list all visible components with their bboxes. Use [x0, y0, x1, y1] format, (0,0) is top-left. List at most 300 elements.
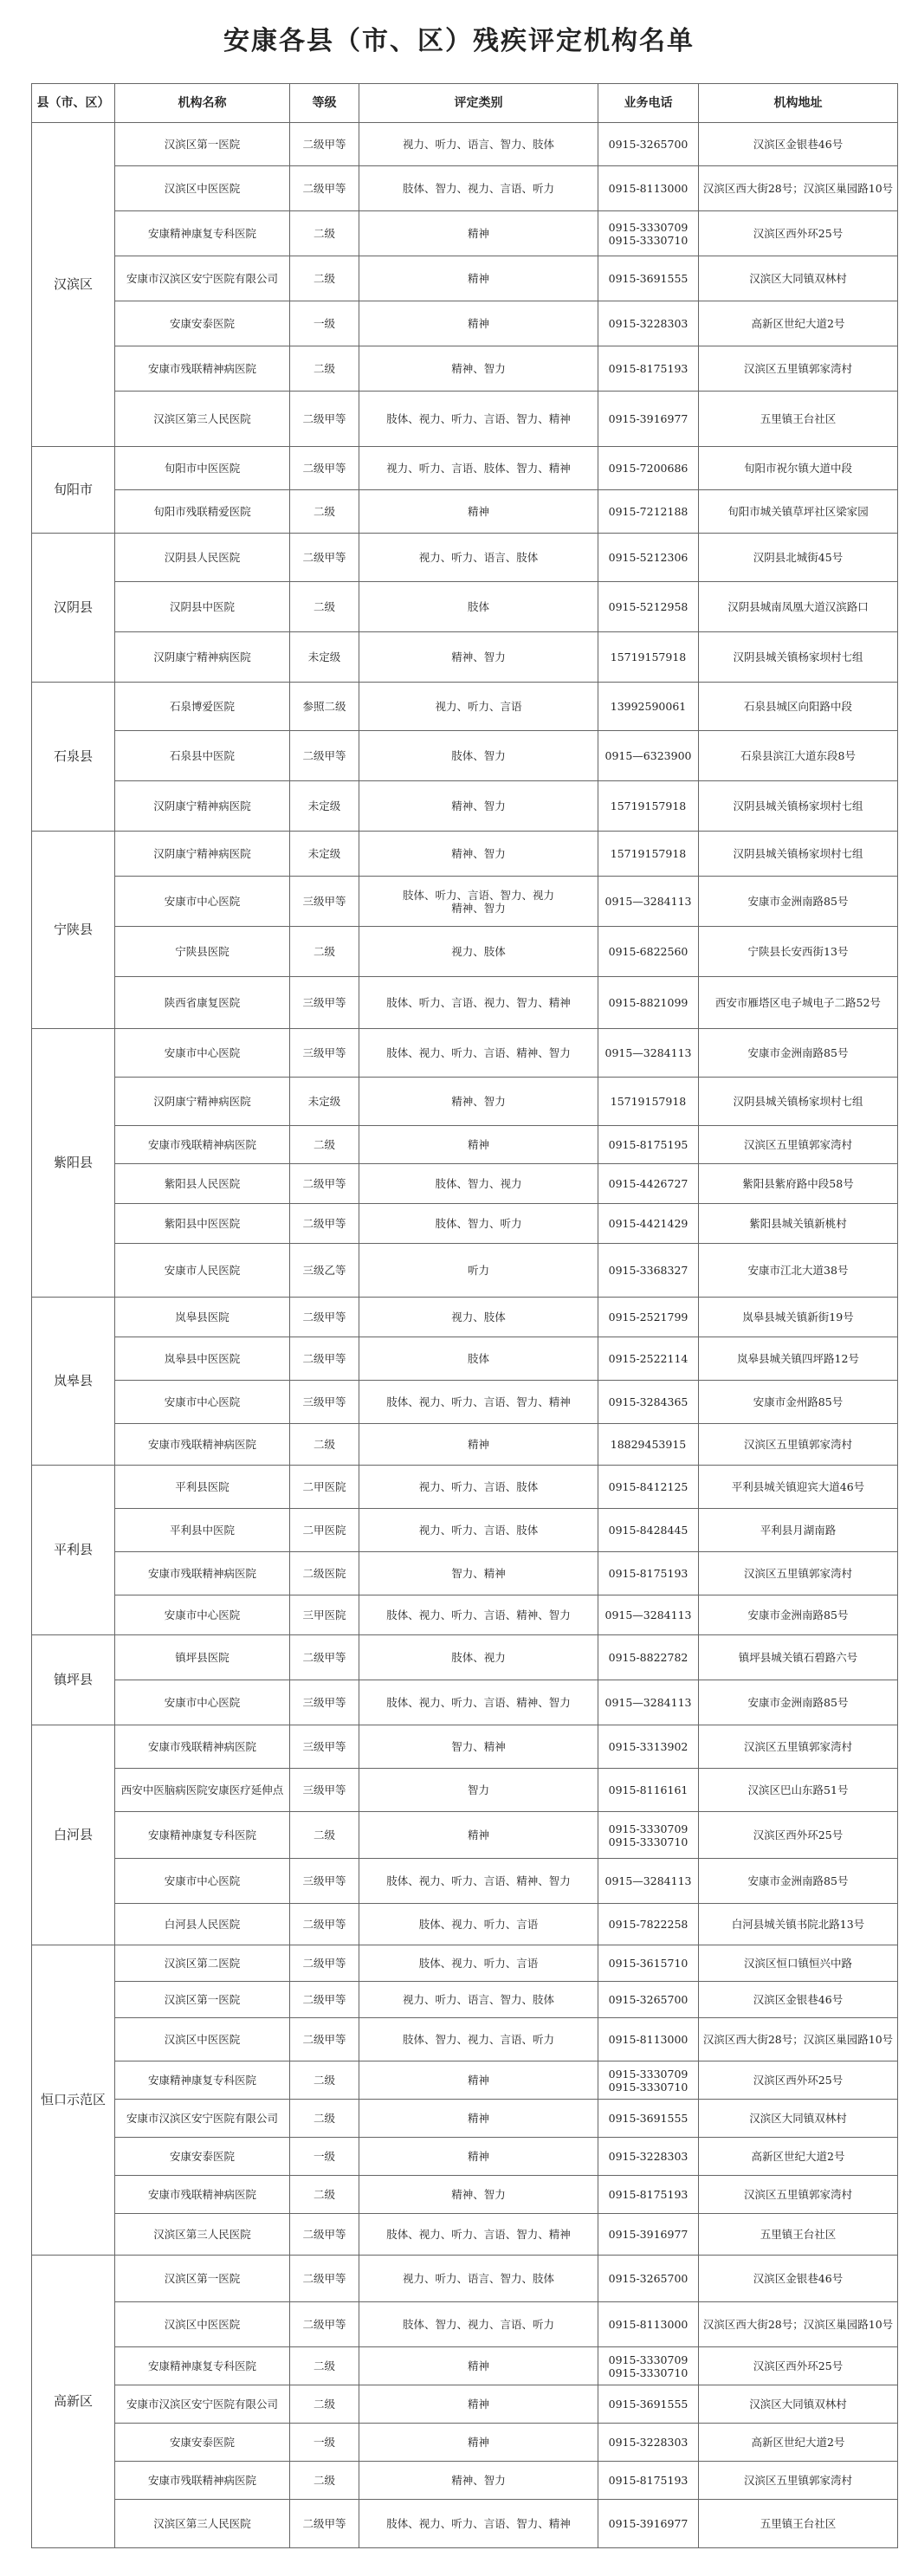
phone-cell: 0915-3228303 — [598, 2424, 699, 2462]
address-cell: 汉滨区西外环25号 — [699, 211, 898, 256]
level-cell: 未定级 — [290, 781, 359, 832]
level-cell: 二级甲等 — [290, 1164, 359, 1204]
level-cell: 二级 — [290, 490, 359, 534]
level-cell: 三级甲等 — [290, 1680, 359, 1725]
assessment-types-cell: 肢体、听力、言语、视力、智力、精神 — [359, 977, 598, 1029]
table-body — [32, 123, 898, 2548]
table-row — [32, 1466, 898, 1509]
address-cell: 汉滨区五里镇郭家湾村 — [699, 2176, 898, 2214]
table-row — [32, 1029, 898, 1078]
level-cell: 二级甲等 — [290, 2500, 359, 2548]
county-cell: 汉阴县 — [32, 534, 115, 683]
assessment-types-cell: 精神 — [359, 1126, 598, 1164]
level-cell: 二级甲等 — [290, 1298, 359, 1337]
level-cell: 二级 — [290, 1424, 359, 1466]
table-row — [32, 2214, 898, 2256]
phone-cell: 0915-3265700 — [598, 123, 699, 166]
address-cell: 汉阴县城关镇杨家坝村七组 — [699, 832, 898, 877]
table-row — [32, 1595, 898, 1635]
assessment-types-cell: 视力、听力、语言、智力、肢体 — [359, 2256, 598, 2302]
address-cell: 汉滨区巴山东路51号 — [699, 1769, 898, 1812]
institution-name-cell: 安康精神康复专科医院 — [115, 1812, 290, 1859]
phone-cell: 18829453915 — [598, 1424, 699, 1466]
table-row — [32, 2138, 898, 2176]
phone-cell: 0915-4426727 — [598, 1164, 699, 1204]
phone-cell: 0915—3284113 — [598, 1029, 699, 1078]
page-title: 安康各县（市、区）残疾评定机构名单 — [223, 26, 695, 56]
institution-name-cell: 汉滨区第三人民医院 — [115, 2214, 290, 2256]
table-row — [32, 977, 898, 1029]
table-row — [32, 582, 898, 632]
address-cell: 石泉县城区向阳路中段 — [699, 683, 898, 731]
institution-name-cell: 安康市中心医院 — [115, 1859, 290, 1904]
institution-name-cell: 安康精神康复专科医院 — [115, 2347, 290, 2385]
level-cell: 三甲医院 — [290, 1595, 359, 1635]
phone-cell: 0915-8822782 — [598, 1635, 699, 1680]
table-row — [32, 256, 898, 301]
phone-cell: 0915-3691555 — [598, 2100, 699, 2138]
assessment-types-cell: 视力、听力、言语、肢体 — [359, 1509, 598, 1552]
table-row — [32, 1904, 898, 1945]
level-cell: 二级甲等 — [290, 1982, 359, 2018]
level-cell: 二级甲等 — [290, 447, 359, 490]
table-row — [32, 2100, 898, 2138]
phone-cell: 0915-3615710 — [598, 1945, 699, 1982]
institution-name-cell: 旬阳市中医医院 — [115, 447, 290, 490]
address-cell: 汉阴县城关镇杨家坝村七组 — [699, 632, 898, 683]
table-row — [32, 1509, 898, 1552]
institution-name-cell: 安康安泰医院 — [115, 2138, 290, 2176]
level-cell: 二级 — [290, 1126, 359, 1164]
level-cell: 二级 — [290, 2385, 359, 2424]
institution-name-cell: 安康市残联精神病医院 — [115, 1424, 290, 1466]
phone-cell: 15719157918 — [598, 781, 699, 832]
table-row — [32, 2385, 898, 2424]
institution-name-cell: 安康安泰医院 — [115, 301, 290, 346]
phone-cell: 13992590061 — [598, 683, 699, 731]
assessment-types-cell: 视力、听力、语言、肢体 — [359, 534, 598, 582]
level-cell: 二级医院 — [290, 1552, 359, 1595]
address-cell: 高新区世纪大道2号 — [699, 301, 898, 346]
phone-cell: 0915-2521799 — [598, 1298, 699, 1337]
assessment-types-cell: 肢体、智力、视力、言语、听力 — [359, 2018, 598, 2061]
institution-table — [31, 83, 898, 2548]
phone-cell: 0915-3284365 — [598, 1381, 699, 1424]
assessment-types-cell: 精神 — [359, 256, 598, 301]
address-cell: 白河县城关镇书院北路13号 — [699, 1904, 898, 1945]
table-row — [32, 1204, 898, 1244]
address-cell: 汉滨区金银巷46号 — [699, 1982, 898, 2018]
table-row — [32, 534, 898, 582]
level-cell: 三级甲等 — [290, 1381, 359, 1424]
institution-name-cell: 安康市残联精神病医院 — [115, 1725, 290, 1769]
assessment-types-cell: 精神 — [359, 2385, 598, 2424]
phone-cell: 15719157918 — [598, 1078, 699, 1126]
table-row — [32, 1982, 898, 2018]
address-cell: 石泉县滨江大道东段8号 — [699, 731, 898, 781]
table-row — [32, 1126, 898, 1164]
county-cell: 镇坪县 — [32, 1635, 115, 1725]
assessment-types-cell: 听力 — [359, 1244, 598, 1298]
phone-cell: 0915—6323900 — [598, 731, 699, 781]
institution-name-cell: 安康安泰医院 — [115, 2424, 290, 2462]
assessment-types-cell: 视力、听力、语言、智力、肢体 — [359, 1982, 598, 2018]
address-cell: 汉滨区大同镇双林村 — [699, 256, 898, 301]
phone-cell: 0915-3916977 — [598, 2214, 699, 2256]
phone-cell: 0915-8113000 — [598, 166, 699, 211]
phone-cell: 0915—3284113 — [598, 1859, 699, 1904]
table-row — [32, 2462, 898, 2500]
institution-name-cell: 安康市残联精神病医院 — [115, 1552, 290, 1595]
assessment-types-cell: 精神、智力 — [359, 346, 598, 392]
phone-cell: 0915-5212306 — [598, 534, 699, 582]
table-row — [32, 1769, 898, 1812]
level-cell: 三级甲等 — [290, 1769, 359, 1812]
institution-name-cell: 西安中医脑病医院安康医疗延伸点 — [115, 1769, 290, 1812]
institution-name-cell: 石泉博爱医院 — [115, 683, 290, 731]
level-cell: 二级 — [290, 2100, 359, 2138]
table-row — [32, 1381, 898, 1424]
table-row — [32, 2018, 898, 2061]
level-cell: 一级 — [290, 2138, 359, 2176]
level-cell: 二级 — [290, 2061, 359, 2100]
table-row — [32, 731, 898, 781]
level-cell: 三级甲等 — [290, 977, 359, 1029]
header-institution: 机构名称 — [115, 84, 290, 123]
county-cell: 汉滨区 — [32, 123, 115, 447]
phone-cell: 0915-8175193 — [598, 2176, 699, 2214]
table-row — [32, 927, 898, 977]
level-cell: 未定级 — [290, 832, 359, 877]
institution-name-cell: 安康市人民医院 — [115, 1244, 290, 1298]
level-cell: 二甲医院 — [290, 1509, 359, 1552]
level-cell: 二级甲等 — [290, 1945, 359, 1982]
table-header-row — [32, 84, 898, 123]
table-row — [32, 1164, 898, 1204]
table-row — [32, 632, 898, 683]
level-cell: 二级 — [290, 927, 359, 977]
institution-name-cell: 汉滨区第一医院 — [115, 1982, 290, 2018]
assessment-types-cell: 精神 — [359, 2100, 598, 2138]
phone-cell: 15719157918 — [598, 832, 699, 877]
address-cell: 五里镇王台社区 — [699, 2500, 898, 2548]
county-cell: 白河县 — [32, 1725, 115, 1945]
assessment-types-cell: 视力、听力、语言、智力、肢体 — [359, 123, 598, 166]
address-cell: 安康市金洲南路85号 — [699, 877, 898, 927]
address-cell: 安康市金洲南路85号 — [699, 1859, 898, 1904]
address-cell: 紫阳县城关镇新桃村 — [699, 1204, 898, 1244]
institution-name-cell: 安康市中心医院 — [115, 1595, 290, 1635]
assessment-types-cell: 精神、智力 — [359, 632, 598, 683]
address-cell: 汉滨区西大街28号；汉滨区巢园路10号 — [699, 166, 898, 211]
assessment-types-cell: 肢体 — [359, 582, 598, 632]
address-cell: 安康市金洲南路85号 — [699, 1029, 898, 1078]
assessment-types-cell: 智力 — [359, 1769, 598, 1812]
phone-cell: 0915-7200686 — [598, 447, 699, 490]
table-row — [32, 1552, 898, 1595]
assessment-types-cell: 肢体、智力 — [359, 731, 598, 781]
table-row — [32, 211, 898, 256]
address-cell: 紫阳县紫府路中段58号 — [699, 1164, 898, 1204]
phone-cell: 0915-7822258 — [598, 1904, 699, 1945]
address-cell: 平利县城关镇迎宾大道46号 — [699, 1466, 898, 1509]
table-row — [32, 1078, 898, 1126]
institution-name-cell: 安康市汉滨区安宁医院有限公司 — [115, 2100, 290, 2138]
level-cell: 未定级 — [290, 632, 359, 683]
assessment-types-cell: 肢体、视力、听力、言语、智力、精神 — [359, 392, 598, 447]
table-row — [32, 2061, 898, 2100]
county-cell: 平利县 — [32, 1466, 115, 1635]
address-cell: 安康市金洲南路85号 — [699, 1680, 898, 1725]
address-cell: 五里镇王台社区 — [699, 2214, 898, 2256]
institution-name-cell: 汉滨区第三人民医院 — [115, 2500, 290, 2548]
assessment-types-cell: 智力、精神 — [359, 1725, 598, 1769]
address-cell: 汉滨区西外环25号 — [699, 2061, 898, 2100]
assessment-types-cell: 精神、智力 — [359, 1078, 598, 1126]
table-row — [32, 447, 898, 490]
assessment-types-cell: 肢体、听力、言语、智力、视力 精神、智力 — [359, 877, 598, 927]
address-cell: 汉滨区金银巷46号 — [699, 2256, 898, 2302]
institution-name-cell: 汉阴县人民医院 — [115, 534, 290, 582]
address-cell: 汉滨区五里镇郭家湾村 — [699, 2462, 898, 2500]
institution-name-cell: 安康市中心医院 — [115, 1029, 290, 1078]
address-cell: 汉阴县北城街45号 — [699, 534, 898, 582]
address-cell: 汉滨区大同镇双林村 — [699, 2100, 898, 2138]
institution-name-cell: 安康市中心医院 — [115, 877, 290, 927]
assessment-types-cell: 精神、智力 — [359, 781, 598, 832]
institution-name-cell: 石泉县中医院 — [115, 731, 290, 781]
assessment-types-cell: 精神 — [359, 1424, 598, 1466]
assessment-types-cell: 视力、听力、言语、肢体、智力、精神 — [359, 447, 598, 490]
phone-cell: 0915-8428445 — [598, 1509, 699, 1552]
header-phone: 业务电话 — [598, 84, 699, 123]
phone-cell: 0915-5212958 — [598, 582, 699, 632]
table-row — [32, 2302, 898, 2347]
institution-name-cell: 汉阴县中医院 — [115, 582, 290, 632]
table-row — [32, 2176, 898, 2214]
assessment-types-cell: 肢体、视力、听力、言语、精神、智力 — [359, 1859, 598, 1904]
county-cell: 旬阳市 — [32, 447, 115, 534]
institution-name-cell: 汉阴康宁精神病医院 — [115, 632, 290, 683]
header-assessment-types: 评定类别 — [359, 84, 598, 123]
address-cell: 汉滨区西大街28号；汉滨区巢园路10号 — [699, 2302, 898, 2347]
level-cell: 二级 — [290, 2347, 359, 2385]
level-cell: 三级甲等 — [290, 1859, 359, 1904]
institution-name-cell: 平利县医院 — [115, 1466, 290, 1509]
phone-cell: 0915-3265700 — [598, 2256, 699, 2302]
address-cell: 旬阳市城关镇草坪社区梁家园 — [699, 490, 898, 534]
level-cell: 二甲医院 — [290, 1466, 359, 1509]
phone-cell: 0915-8175193 — [598, 346, 699, 392]
assessment-types-cell: 肢体、视力、听力、言语、精神、智力 — [359, 1029, 598, 1078]
phone-cell: 0915—3284113 — [598, 1680, 699, 1725]
phone-cell: 0915-3265700 — [598, 1982, 699, 2018]
assessment-types-cell: 肢体、智力、听力 — [359, 1204, 598, 1244]
level-cell: 一级 — [290, 301, 359, 346]
institution-name-cell: 安康精神康复专科医院 — [115, 211, 290, 256]
assessment-types-cell: 视力、肢体 — [359, 1298, 598, 1337]
address-cell: 镇坪县城关镇石碧路六号 — [699, 1635, 898, 1680]
address-cell: 汉滨区五里镇郭家湾村 — [699, 1552, 898, 1595]
assessment-types-cell: 精神 — [359, 2061, 598, 2100]
assessment-types-cell: 视力、听力、言语、肢体 — [359, 1466, 598, 1509]
address-cell: 高新区世纪大道2号 — [699, 2138, 898, 2176]
assessment-types-cell: 精神 — [359, 2424, 598, 2462]
assessment-types-cell: 肢体、智力、视力、言语、听力 — [359, 2302, 598, 2347]
level-cell: 参照二级 — [290, 683, 359, 731]
table-row — [32, 1812, 898, 1859]
institution-name-cell: 汉滨区第一医院 — [115, 123, 290, 166]
address-cell: 岚皋县城关镇四坪路12号 — [699, 1337, 898, 1381]
table-row — [32, 1945, 898, 1982]
phone-cell: 0915-8113000 — [598, 2302, 699, 2347]
institution-name-cell: 安康市残联精神病医院 — [115, 2176, 290, 2214]
phone-cell: 0915-3691555 — [598, 256, 699, 301]
table-row — [32, 1635, 898, 1680]
address-cell: 汉滨区五里镇郭家湾村 — [699, 1126, 898, 1164]
address-cell: 宁陕县长安西街13号 — [699, 927, 898, 977]
phone-cell: 15719157918 — [598, 632, 699, 683]
table-row — [32, 2256, 898, 2302]
county-cell: 石泉县 — [32, 683, 115, 832]
assessment-types-cell: 视力、听力、言语 — [359, 683, 598, 731]
institution-name-cell: 紫阳县人民医院 — [115, 1164, 290, 1204]
level-cell: 二级甲等 — [290, 2214, 359, 2256]
assessment-types-cell: 精神 — [359, 490, 598, 534]
address-cell: 岚皋县城关镇新街19号 — [699, 1298, 898, 1337]
address-cell: 汉滨区五里镇郭家湾村 — [699, 1424, 898, 1466]
phone-cell: 0915-8412125 — [598, 1466, 699, 1509]
county-cell: 恒口示范区 — [32, 1945, 115, 2256]
address-cell: 西安市雁塔区电子城电子二路52号 — [699, 977, 898, 1029]
table-row — [32, 877, 898, 927]
level-cell: 二级甲等 — [290, 392, 359, 447]
county-cell: 高新区 — [32, 2256, 115, 2548]
level-cell: 三级乙等 — [290, 1244, 359, 1298]
phone-cell: 0915-3916977 — [598, 392, 699, 447]
table-row — [32, 301, 898, 346]
phone-cell: 0915-8175193 — [598, 2462, 699, 2500]
institution-name-cell: 汉滨区第二医院 — [115, 1945, 290, 1982]
level-cell: 二级 — [290, 2462, 359, 2500]
level-cell: 三级甲等 — [290, 1725, 359, 1769]
address-cell: 五里镇王台社区 — [699, 392, 898, 447]
phone-cell: 0915-8113000 — [598, 2018, 699, 2061]
institution-name-cell: 安康精神康复专科医院 — [115, 2061, 290, 2100]
address-cell: 高新区世纪大道2号 — [699, 2424, 898, 2462]
level-cell: 二级甲等 — [290, 1337, 359, 1381]
level-cell: 未定级 — [290, 1078, 359, 1126]
table-row — [32, 490, 898, 534]
assessment-types-cell: 精神 — [359, 2138, 598, 2176]
table-row — [32, 2347, 898, 2385]
table-row — [32, 2500, 898, 2548]
address-cell: 汉滨区西外环25号 — [699, 2347, 898, 2385]
assessment-types-cell: 肢体、视力 — [359, 1635, 598, 1680]
institution-name-cell: 安康市中心医院 — [115, 1381, 290, 1424]
table-row — [32, 832, 898, 877]
level-cell: 二级 — [290, 211, 359, 256]
institution-name-cell: 汉阴康宁精神病医院 — [115, 781, 290, 832]
level-cell: 二级 — [290, 256, 359, 301]
level-cell: 二级甲等 — [290, 731, 359, 781]
phone-cell: 0915-3691555 — [598, 2385, 699, 2424]
institution-name-cell: 汉滨区中医医院 — [115, 2018, 290, 2061]
level-cell: 二级甲等 — [290, 1204, 359, 1244]
phone-cell: 0915-3368327 — [598, 1244, 699, 1298]
assessment-types-cell: 肢体、视力、听力、言语 — [359, 1904, 598, 1945]
level-cell: 二级 — [290, 1812, 359, 1859]
table-row — [32, 2424, 898, 2462]
institution-name-cell: 安康市残联精神病医院 — [115, 1126, 290, 1164]
address-cell: 汉阴县城南凤凰大道汉滨路口 — [699, 582, 898, 632]
level-cell: 三级甲等 — [290, 877, 359, 927]
phone-cell: 0915-8116161 — [598, 1769, 699, 1812]
institution-name-cell: 安康市残联精神病医院 — [115, 346, 290, 392]
institution-name-cell: 岚皋县医院 — [115, 1298, 290, 1337]
phone-cell: 0915-3330709 0915-3330710 — [598, 1812, 699, 1859]
phone-cell: 0915-3313902 — [598, 1725, 699, 1769]
institution-name-cell: 安康市中心医院 — [115, 1680, 290, 1725]
address-cell: 汉滨区西外环25号 — [699, 1812, 898, 1859]
address-cell: 汉滨区大同镇双林村 — [699, 2385, 898, 2424]
assessment-types-cell: 精神 — [359, 211, 598, 256]
level-cell: 三级甲等 — [290, 1029, 359, 1078]
assessment-types-cell: 肢体、视力、听力、言语、精神、智力 — [359, 1595, 598, 1635]
assessment-types-cell: 精神 — [359, 301, 598, 346]
phone-cell: 0915—3284113 — [598, 877, 699, 927]
institution-name-cell: 汉滨区第一医院 — [115, 2256, 290, 2302]
table-row — [32, 1424, 898, 1466]
address-cell: 汉滨区恒口镇恒兴中路 — [699, 1945, 898, 1982]
assessment-types-cell: 智力、精神 — [359, 1552, 598, 1595]
address-cell: 安康市江北大道38号 — [699, 1244, 898, 1298]
assessment-types-cell: 精神 — [359, 1812, 598, 1859]
institution-name-cell: 安康市汉滨区安宁医院有限公司 — [115, 256, 290, 301]
table-row — [32, 166, 898, 211]
phone-cell: 0915-2522114 — [598, 1337, 699, 1381]
address-cell: 平利县月湖南路 — [699, 1509, 898, 1552]
institution-name-cell: 陕西省康复医院 — [115, 977, 290, 1029]
table-row — [32, 683, 898, 731]
assessment-types-cell: 精神、智力 — [359, 832, 598, 877]
table-row — [32, 1680, 898, 1725]
institution-name-cell: 汉滨区第三人民医院 — [115, 392, 290, 447]
institution-name-cell: 宁陕县医院 — [115, 927, 290, 977]
level-cell: 二级甲等 — [290, 2018, 359, 2061]
institution-name-cell: 汉滨区中医医院 — [115, 2302, 290, 2347]
level-cell: 二级 — [290, 2176, 359, 2214]
level-cell: 二级甲等 — [290, 534, 359, 582]
address-cell: 安康市金州路85号 — [699, 1381, 898, 1424]
phone-cell: 0915-7212188 — [598, 490, 699, 534]
assessment-types-cell: 视力、肢体 — [359, 927, 598, 977]
institution-name-cell: 旬阳市残联精爱医院 — [115, 490, 290, 534]
header-level: 等级 — [290, 84, 359, 123]
address-cell: 汉阴县城关镇杨家坝村七组 — [699, 781, 898, 832]
table-row — [32, 346, 898, 392]
phone-cell: 0915-8175193 — [598, 1552, 699, 1595]
level-cell: 二级甲等 — [290, 1635, 359, 1680]
phone-cell: 0915-3330709 0915-3330710 — [598, 2347, 699, 2385]
table-row — [32, 1337, 898, 1381]
institution-name-cell: 安康市残联精神病医院 — [115, 2462, 290, 2500]
institution-name-cell: 安康市汉滨区安宁医院有限公司 — [115, 2385, 290, 2424]
institution-name-cell: 白河县人民医院 — [115, 1904, 290, 1945]
assessment-types-cell: 精神、智力 — [359, 2176, 598, 2214]
phone-cell: 0915-3330709 0915-3330710 — [598, 2061, 699, 2100]
county-cell: 岚皋县 — [32, 1298, 115, 1466]
